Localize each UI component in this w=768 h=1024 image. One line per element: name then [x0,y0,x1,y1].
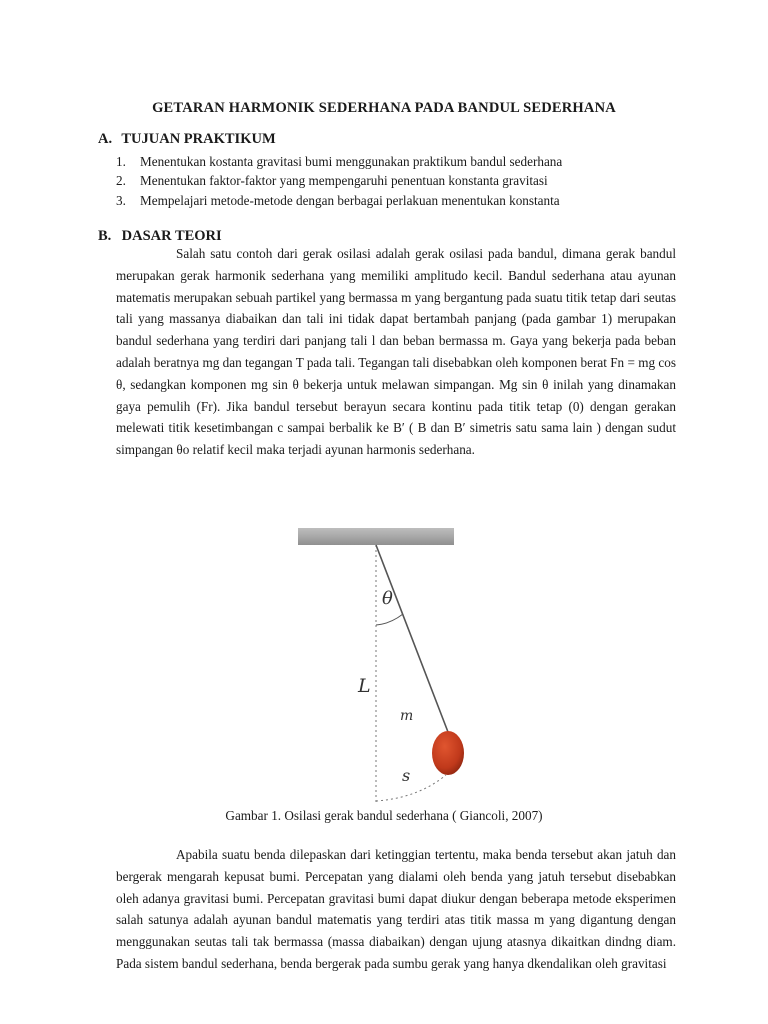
list-item [116,171,562,190]
length-label: L [358,675,371,697]
mass-label: m [400,708,414,724]
figure-caption: Gambar 1. Osilasi gerak bandul sederhana ( Giancoli, 2007) [225,808,543,823]
list-item-number: 1. [116,154,126,169]
document-title: GETARAN HARMONIK SEDERHANA PADA BANDUL SEDERHANA [152,100,616,116]
list-item [116,191,562,210]
section-a-letter: A. [98,131,113,147]
list-item [116,152,562,171]
theory-paragraph-2: Apabila suatu benda dilepaskan dari ketinggian tertentu, maka benda tersebut akan jatuh dan bergerak mengarah kepusat bumi. Percepatan yang dialami oleh benda yang jatuh tersebut disebabkan oleh adanya gravitasi bumi. Percepatan gravitasi bumi dapat diukur dengan beberapa metode eksperimen salah satunya adalah ayunan bandul matematis yang terdiri atas titik massa m yang digantung dengan menggunakan seutas tali tak bermassa (massa diabaikan) dengan ujung atasnya dikaitkan dindng diam. Pada sistem bandul sederhana, benda bergerak pada sumbu gerak yang hanya dkendalikan oleh gravitasi [116,847,676,971]
pendulum-string [376,545,448,732]
section-a-heading [98,131,276,148]
ceiling-bar [298,528,454,545]
objectives-list [116,152,562,210]
section-a-title: TUJUAN PRAKTIKUM [121,131,276,147]
list-item-text: Mempelajari metode-metode dengan berbagai perlakuan menentukan konstanta [140,192,560,208]
section-b-title: DASAR TEORI [121,228,222,244]
arc-length-label: s [402,766,411,785]
section-b-letter: B. [98,228,112,244]
list-item-number: 2. [116,173,126,189]
theta-angle-arc [376,614,403,625]
theory-paragraph-1: Salah satu contoh dari gerak osilasi adalah gerak osilasi pada bandul, dimana gerak bandul merupakan gerak harmonik sederhana yang memiliki amplitudo kecil. Bandul sederhana atau ayunan matematis merupakan sebuah partikel yang bermassa m yang bergantung pada suatu titik tetap dari seutas tali yang massanya diabaikan dan tali ini tidak dapat bertambah panjang (pada gambar 1) merupakan bandul sederhana yang terdiri dari panjang tali l dan beban bermassa m. Gaya yang bekerja pada beban adalah beratnya mg dan tegangan T pada tali. Tegangan tali disebabkan oleh komponen berat Fn = mg cos θ, sedangkan komponen mg sin θ bekerja untuk melawan simpangan. Mg sin θ inilah yang dinamakan gaya pemulih (Fr). Jika bandul tersebut berayun secara kontinu pada titik tetap (0) dengan gerakan melewati titik kesetimbangan c sampai berbalik ke B′ ( B dan B′ simetris satu sama lain ) dengan sudut simpangan θo relatif kecil maka terjadi ayunan harmonis sederhana. [116,246,676,458]
theta-label: θ [382,588,393,609]
arc-length-path [376,775,446,801]
list-item-text: Menentukan kostanta gravitasi bumi menggunakan praktikum bandul sederhana [140,154,563,169]
list-item-number: 3. [116,192,126,208]
pendulum-bob [432,731,464,775]
list-item-text: Menentukan faktor-faktor yang mempengaruhi penentuan konstanta gravitasi [140,173,548,189]
pendulum-figure [290,520,470,810]
